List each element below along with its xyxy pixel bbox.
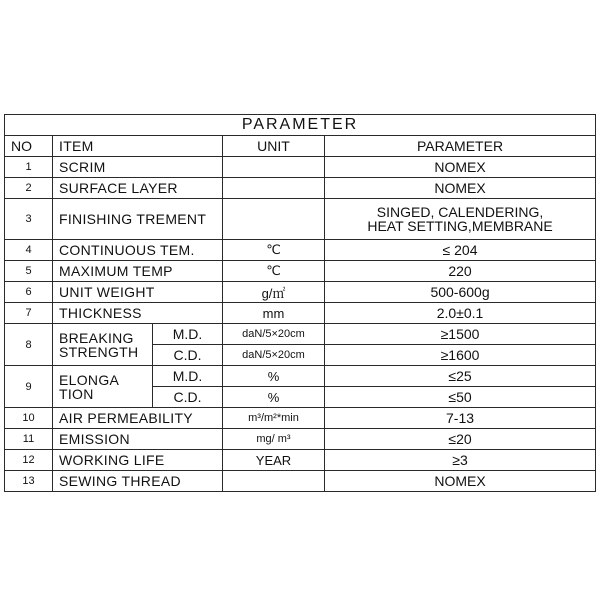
header-unit: UNIT (223, 136, 325, 157)
row-unit: % (223, 387, 325, 408)
row-no: 10 (5, 408, 53, 429)
table-row (5, 240, 596, 261)
row-unit (223, 199, 325, 240)
row-no: 12 (5, 450, 53, 471)
header-no: NO (5, 136, 53, 157)
row-item: UNIT WEIGHT (53, 282, 223, 303)
row-item (53, 324, 153, 366)
row-value: 2.0±0.1 (325, 303, 596, 324)
row-value: ≥3 (325, 450, 596, 471)
row-unit: ℃ (223, 261, 325, 282)
row-direction: M.D. (153, 366, 223, 387)
header-row (5, 136, 596, 157)
row-value: 500-600g (325, 282, 596, 303)
row-value-line: SINGED, CALENDERING, (376, 204, 544, 220)
row-value: ≤25 (325, 366, 596, 387)
row-direction: M.D. (153, 324, 223, 345)
row-no: 13 (5, 471, 53, 492)
row-item: AIR PERMEABILITY (53, 408, 223, 429)
table-row (5, 471, 596, 492)
row-item: THICKNESS (53, 303, 223, 324)
parameter-table (4, 114, 596, 492)
row-unit (223, 471, 325, 492)
row-value: ≤20 (325, 429, 596, 450)
row-no: 11 (5, 429, 53, 450)
row-no: 2 (5, 178, 53, 199)
row-item: EMISSION (53, 429, 223, 450)
row-item: WORKING LIFE (53, 450, 223, 471)
table-row (5, 261, 596, 282)
row-no: 1 (5, 157, 53, 178)
table-title: PARAMETER (5, 115, 596, 136)
row-unit: YEAR (223, 450, 325, 471)
table-row (5, 324, 596, 345)
row-value-line: HEAT SETTING,MEMBRANE (367, 218, 553, 234)
row-item: SEWING THREAD (53, 471, 223, 492)
row-item-line: BREAKING (59, 329, 134, 346)
table-row (5, 178, 596, 199)
row-unit: daN/5×20cm (223, 324, 325, 345)
row-direction: C.D. (153, 345, 223, 366)
row-item: SCRIM (53, 157, 223, 178)
title-row (5, 115, 596, 136)
row-value: NOMEX (325, 471, 596, 492)
row-value: ≥1500 (325, 324, 596, 345)
row-item: FINISHING TREMENT (53, 199, 223, 240)
row-value: 7-13 (325, 408, 596, 429)
row-unit: mm (223, 303, 325, 324)
row-value: ≤50 (325, 387, 596, 408)
row-item-line: STRENGTH (59, 343, 139, 360)
table-row (5, 157, 596, 178)
row-no: 7 (5, 303, 53, 324)
table-row (5, 429, 596, 450)
row-value: NOMEX (325, 178, 596, 199)
row-value: ≥1600 (325, 345, 596, 366)
row-item: CONTINUOUS TEM. (53, 240, 223, 261)
row-item-line: TION (59, 385, 94, 402)
row-unit (223, 157, 325, 178)
row-no: 3 (5, 199, 53, 240)
row-item: MAXIMUM TEMP (53, 261, 223, 282)
row-unit (223, 178, 325, 199)
table-row (5, 366, 596, 387)
row-value: ≤ 204 (325, 240, 596, 261)
row-no: 6 (5, 282, 53, 303)
row-direction: C.D. (153, 387, 223, 408)
row-value: 220 (325, 261, 596, 282)
table-row (5, 450, 596, 471)
row-unit: % (223, 366, 325, 387)
row-no: 8 (5, 324, 53, 366)
table-row (5, 303, 596, 324)
header-item: ITEM (53, 136, 223, 157)
table-row (5, 282, 596, 303)
row-item: SURFACE LAYER (53, 178, 223, 199)
row-value (325, 199, 596, 240)
row-unit: ℃ (223, 240, 325, 261)
parameter-sheet (4, 114, 595, 492)
header-parameter: PARAMETER (325, 136, 596, 157)
row-unit: g/㎡ (223, 282, 325, 303)
table-row (5, 408, 596, 429)
table-row (5, 199, 596, 240)
row-item-line: ELONGA (59, 371, 120, 388)
row-no: 4 (5, 240, 53, 261)
row-unit: mg/ m³ (223, 429, 325, 450)
row-unit: daN/5×20cm (223, 345, 325, 366)
row-unit: m³/m²*min (223, 408, 325, 429)
row-no: 5 (5, 261, 53, 282)
row-no: 9 (5, 366, 53, 408)
row-value: NOMEX (325, 157, 596, 178)
row-item (53, 366, 153, 408)
